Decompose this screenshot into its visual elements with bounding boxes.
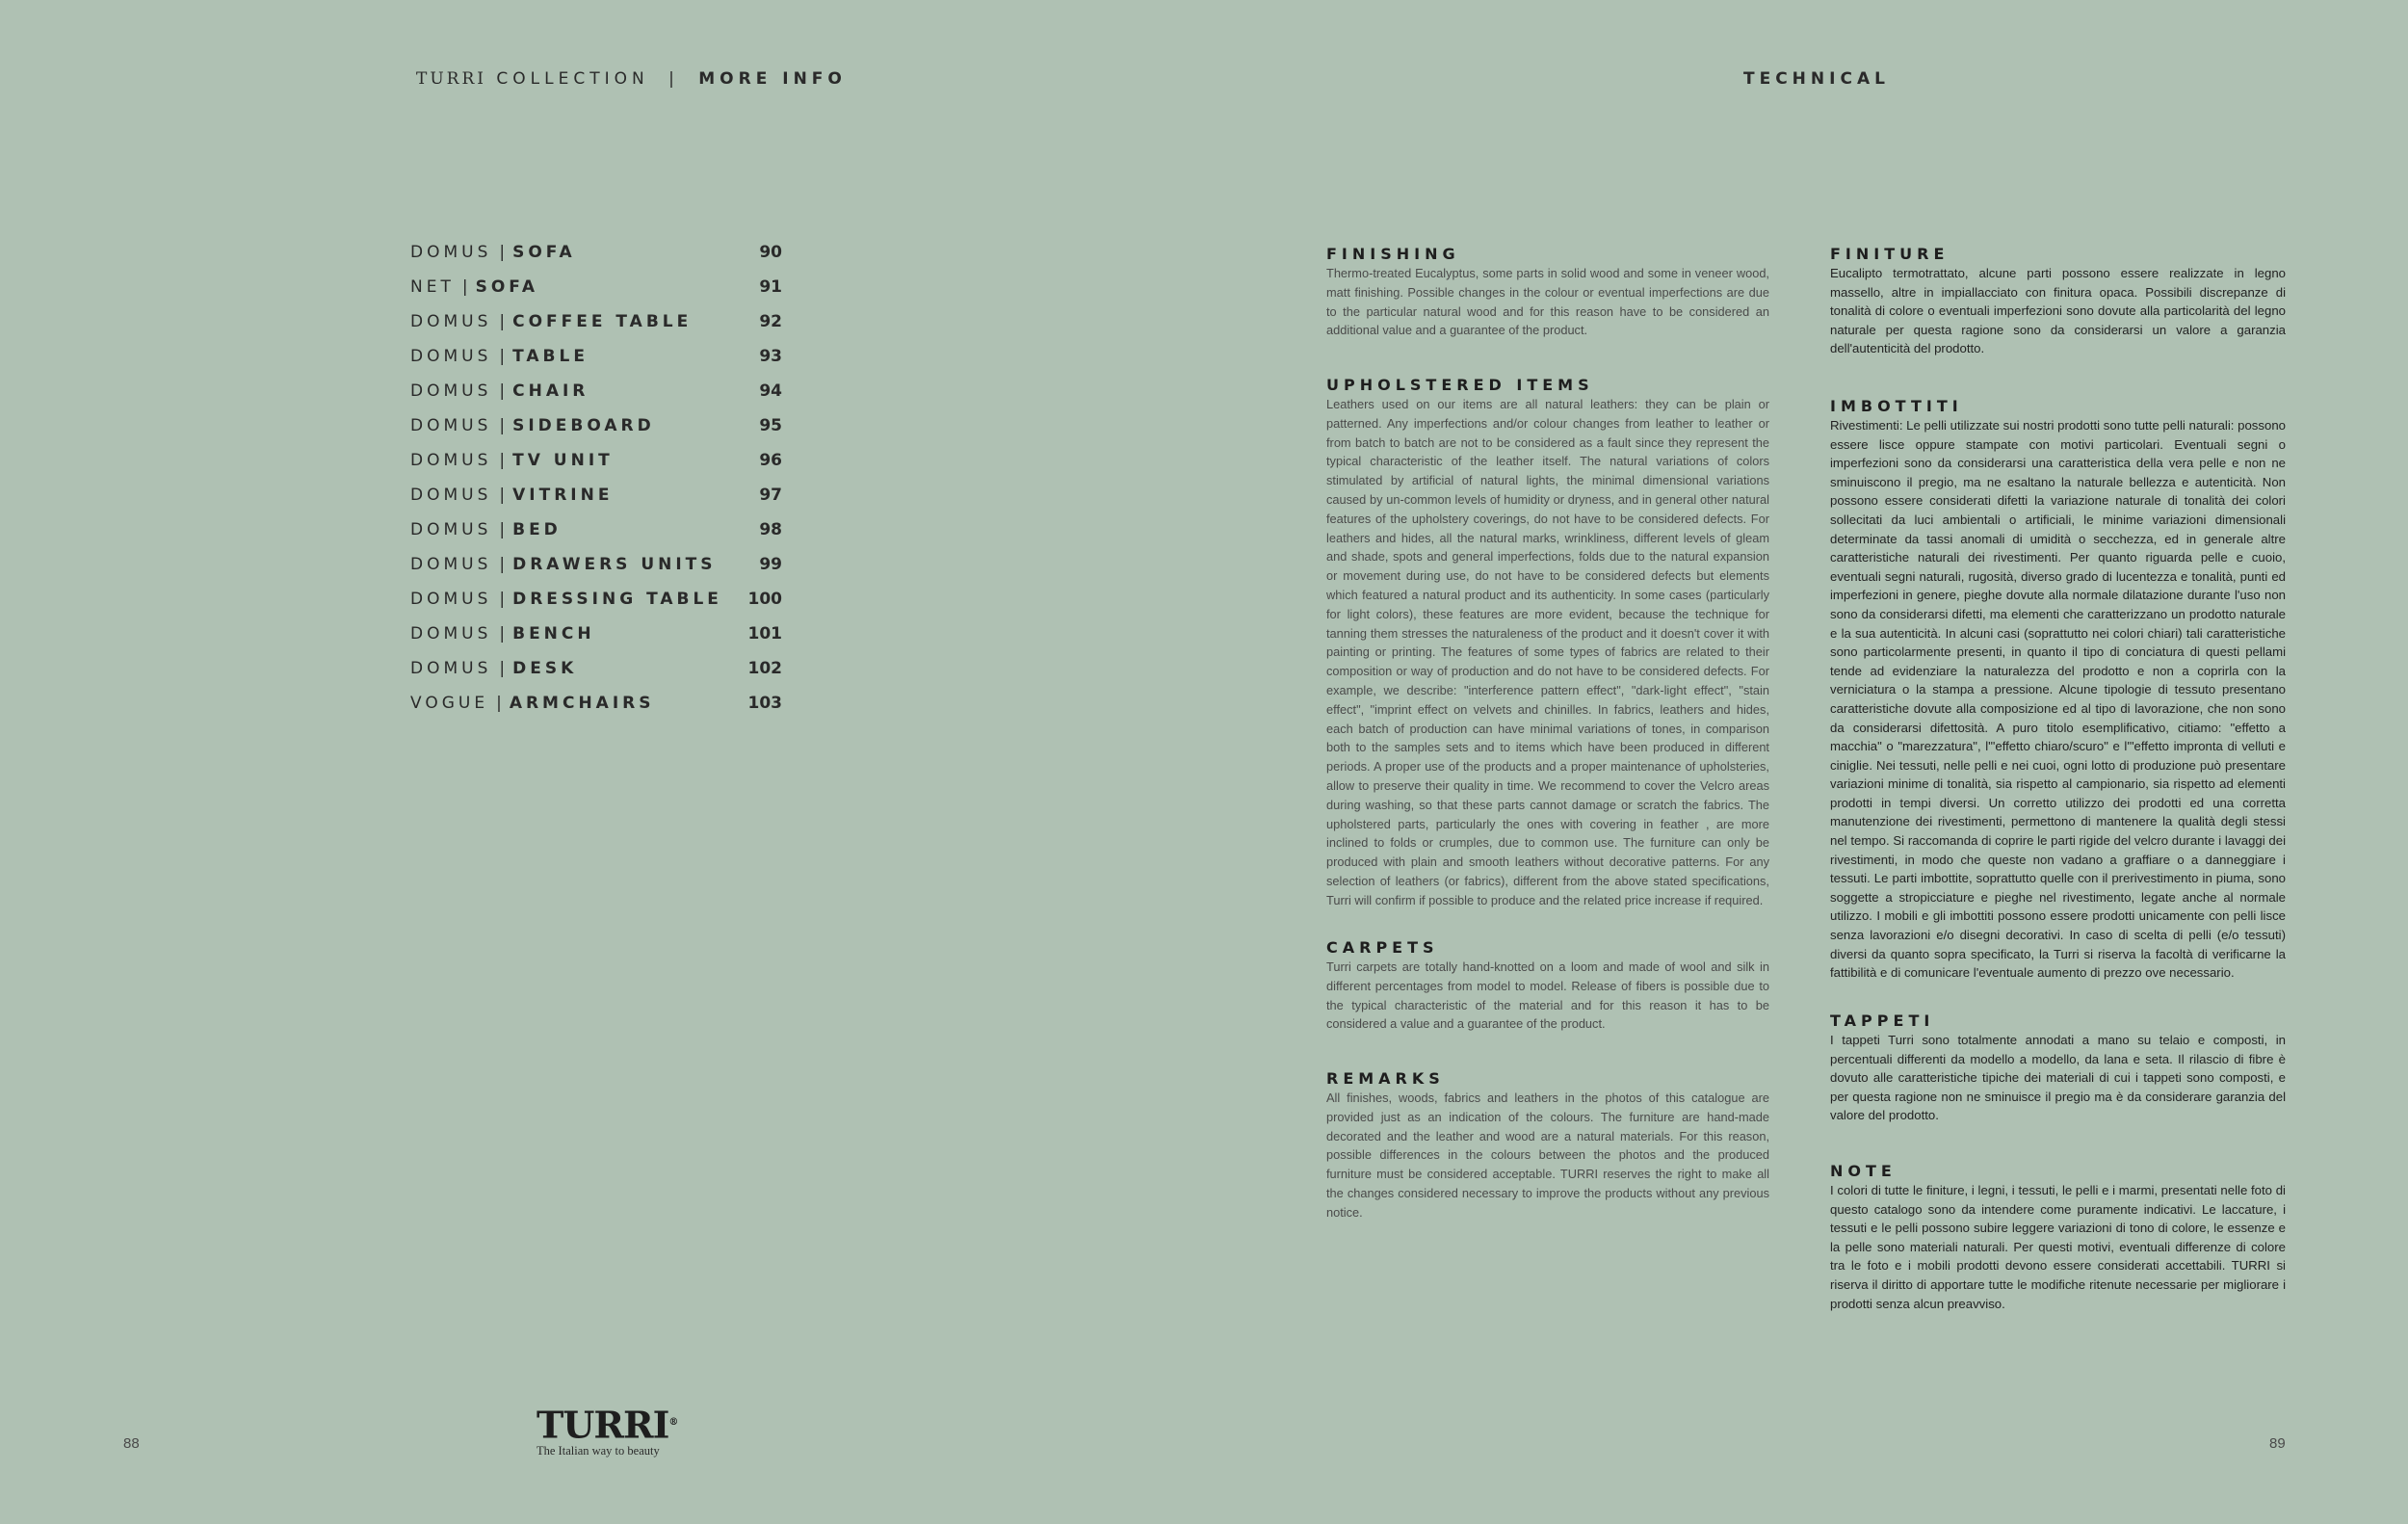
index-page: 91: [759, 277, 782, 297]
header-technical: TECHNICAL: [1743, 69, 1890, 89]
index-item: BED: [512, 520, 562, 539]
page-number-right: 89: [2269, 1435, 2286, 1452]
index-row[interactable]: VOGUE | ARMCHAIRS 103: [410, 694, 782, 713]
index-row[interactable]: NET | SOFA 91: [410, 277, 782, 297]
section-body: Eucalipto termotrattato, alcune parti possono essere realizzate in legno massello, altre in impiallacciato con finitura opaca. Possibili discrepanze di tonalità di colore o eventuali imperfezioni sono dovute alla particolarità del legno naturale per questa ragione sono da considerarsi un valore a garanzia dell'autenticità del prodotto.: [1830, 266, 2286, 356]
index-row[interactable]: DOMUS | COFFEE TABLE 92: [410, 312, 782, 331]
index-item: TABLE: [512, 347, 589, 366]
index-row[interactable]: DOMUS | SIDEBOARD 95: [410, 416, 782, 435]
index-row[interactable]: DOMUS | BENCH 101: [410, 624, 782, 644]
index-collection: NET: [410, 277, 455, 297]
index-row[interactable]: DOMUS | VITRINE 97: [410, 486, 782, 505]
index-collection: DOMUS: [410, 624, 492, 644]
index-collection: DOMUS: [410, 590, 492, 609]
index-row[interactable]: DOMUS | TABLE 93: [410, 347, 782, 366]
index-collection: DOMUS: [410, 381, 492, 401]
index-row[interactable]: DOMUS | DRAWERS UNITS 99: [410, 555, 782, 574]
index-page: 100: [747, 590, 782, 609]
section-note: [1830, 1162, 2286, 1313]
section-imbottiti: [1830, 397, 2286, 983]
index-item: VITRINE: [512, 486, 614, 505]
index-page: 103: [747, 694, 782, 713]
index-page: 98: [759, 520, 782, 539]
index-collection: DOMUS: [410, 659, 492, 678]
index-page: 102: [747, 659, 782, 678]
index-item: TV UNIT: [512, 451, 614, 470]
section-title: REMARKS: [1326, 1069, 1445, 1088]
header-more-info: MORE INFO: [698, 69, 847, 89]
section-upholstered-items: [1326, 376, 1769, 910]
index-page: 93: [759, 347, 782, 366]
section-finiture: [1830, 245, 2286, 358]
index-collection: DOMUS: [410, 312, 492, 331]
section-tappeti: [1830, 1012, 2286, 1125]
index-collection: VOGUE: [410, 694, 489, 713]
section-body: I colori di tutte le finiture, i legni, i tessuti, le pelli e i marmi, presentati nelle foto di questo catalogo sono da intendere come puramente indicativi. Le laccature, i tessuti e le pelli possono subire leggere variazioni di tono di colore, le essenze e la pelle sono materiali naturali. Per questi motivi, eventuali differenze di colore tra le foto e i mobili prodotti devono essere considerati accettabili. TURRI si riserva il diritto di apportare tutte le modifiche ritenute necessarie per migliorare i prodotti senza alcun preavviso.: [1830, 1183, 2286, 1311]
index-page: 101: [747, 624, 782, 644]
section-body: Leathers used on our items are all natural leathers: they can be plain or patterned. Any imperfections and/or colour changes from leather to leather or from batch to batch are not to be considered as a fault since they represent the typical characteristic of the leather itself. The natural variations of colors stimulated by artificial of natural lights, the minimal dimensional variations caused by un-common levels of humidity or dryness, and in general other natural features of the upholstery coverings, do not have to be considered defects. For leathers and hides, all the natural marks, wrinkliness, different levels of gleam and shade, spots and general imperfections, folds due to the natural expansion or movement during use, do not have to be considered defects but elements which featured a natural product and its authenticity. In some cases (particularly for light colors), these features are more evident, because the technique for tanning them stresses the naturaleness of the product and it doesn't cover it with painting or printing. The features of some types of fabrics are related to their composition or way of production and do not have to be considered defects. For example, we describe: "interference pattern effect", "dark-light effect", "stain effect", "imprint effect on velvets and chinilles. In fabrics, leathers and hides, each batch of production can have minimal variations of tones, in comparison both to the samples sets and to items which have been produced in different periods. A proper use of the products and a proper maintenance of upholsteries, allow to preserve their quality in time. We recommend to cover the Velcro areas during washing, so that these parts cannot damage or scratch the fabrics. The upholstered parts, particularly the ones with covering in feather , are more inclined to folds or crumples, due to common use. The furniture can only be produced with plain and smooth leathers without decorative patterns. For any selection of leathers (or fabrics), different from the above stated specifications, Turri will confirm if possible to produce and the related price increase if required.: [1326, 397, 1769, 907]
index-collection: DOMUS: [410, 243, 492, 262]
index-item: CHAIR: [512, 381, 589, 401]
index-item: DESK: [512, 659, 578, 678]
section-title: IMBOTTITI: [1830, 397, 1963, 415]
logo-tagline: The Italian way to beauty: [537, 1443, 660, 1458]
section-title: CARPETS: [1326, 938, 1439, 957]
index-row[interactable]: DOMUS | BED 98: [410, 520, 782, 539]
index-collection: DOMUS: [410, 416, 492, 435]
index-page: 96: [759, 451, 782, 470]
index-item: COFFEE TABLE: [512, 312, 693, 331]
index-item: SOFA: [475, 277, 539, 297]
section-remarks: [1326, 1069, 1769, 1222]
index-collection: DOMUS: [410, 486, 492, 505]
index-page: 95: [759, 416, 782, 435]
index-list: [410, 243, 782, 728]
logo-wordmark: TURRI: [537, 1403, 669, 1447]
index-page: 92: [759, 312, 782, 331]
index-page: 97: [759, 486, 782, 505]
header-collection: COLLECTION: [496, 69, 649, 89]
section-body: I tappeti Turri sono totalmente annodati a mano su telaio e composti, in percentuali differenti da modello a modello, da lana e seta. Il rilascio di fibre è dovuto alle caratteristiche tipiche dei materiali di cui i tappeti sono composti, e per questa ragione non ne sminuisce il pregio ma è da considerare garanzia del valore del prodotto.: [1830, 1033, 2286, 1123]
index-row[interactable]: DOMUS | DRESSING TABLE 100: [410, 590, 782, 609]
index-collection: DOMUS: [410, 520, 492, 539]
section-title: NOTE: [1830, 1162, 1897, 1180]
index-item: ARMCHAIRS: [509, 694, 655, 713]
index-item: DRAWERS UNITS: [512, 555, 717, 574]
index-item: SIDEBOARD: [512, 416, 655, 435]
index-item: SOFA: [512, 243, 576, 262]
index-row[interactable]: DOMUS | DESK 102: [410, 659, 782, 678]
header-brand: TURRI: [416, 69, 486, 89]
index-item: BENCH: [512, 624, 595, 644]
index-item: DRESSING TABLE: [512, 590, 722, 609]
section-title: FINISHING: [1326, 245, 1460, 263]
index-collection: DOMUS: [410, 555, 492, 574]
header-left: [416, 69, 847, 89]
turri-logo: [537, 1403, 678, 1458]
index-page: 90: [759, 243, 782, 262]
section-body: Rivestimenti: Le pelli utilizzate sui nostri prodotti sono tutte pelli naturali: possono essere lisce oppure stampate con motivi particolari. Eventuali segni o imperfezioni sono da considerarsi una caratteristica della vera pelle e non ne sminuiscono il pregio, ma ne esaltano la naturale bellezza e autenticità. Non possono essere considerati difetti la variazione naturale di tonalità dei colori sollecitati da luci ambientali o artificiali, le minime variazioni dimensionali determinate da tassi anomali di umidità o secchezza, ed in generale altre caratteristiche naturali dei rivestimenti. Per quanto riguarda pelle e cuoio, eventuali segni naturali, rugosità, diverso grado di lucentezza e tonalità, punti ed imperfezioni in genere, pieghe dovute alla normale dilatazione durante l'uso non sono da considerarsi difetti, ma elementi che caratterizzano un prodotto naturale e la sua autenticità. In alcuni casi (soprattutto nei colori chiari) tali caratteristiche sono particolarmente presenti, in quanto il tipo di conciatura di questi pellami tende ad evidenziare la naturalezza del prodotto e non a coprirla con la verniciatura o la stampa a pressione. Alcune tipologie di tessuto presentano caratteristiche dovute alla composizione ed al tipo di lavorazione, che non sono da considerarsi difettosità. A puro titolo esemplificativo, citiamo: "effetto a macchia" o "marezzatura", l'"effetto chiaro/scuro" e l'"effetto impronta di velluti e ciniglie. Nei tessuti, nelle pelli e nei cuoi, ogni lotto di produzione può presentare variazioni minime di tonalità, sia rispetto al campionario, sia rispetto ad elementi prodotti in tempi diversi. Un corretto utilizzo dei prodotti ed una corretta manutenzione dei rivestimenti, permettono di mantenere la qualità degli stessi nel tempo. Si raccomanda di coprire le parti rigide del velcro durante i lavaggi dei rivestimenti, in modo che queste non vadano a graffiare o a danneggiare i tessuti. Le parti imbottite, soprattutto quelle con il prerivestimento in piuma, sono soggette a stropicciature e pieghe nel rivestimento, legate anche al normale utilizzo. I mobili e gli imbottiti possono essere prodotti unicamente con pelli lisce senza lavorazioni e/o disegni decorativi. In caso di scelta di pelli (e/o tessuti) diversi da quanto sopra specificato, la Turri si riserva la facoltà di verificarne la fattibilità e di comunicare l'eventuale aumento di prezzo ove necessario.: [1830, 418, 2286, 981]
section-title: FINITURE: [1830, 245, 1950, 263]
section-title: UPHOLSTERED ITEMS: [1326, 376, 1594, 394]
section-body: Thermo-treated Eucalyptus, some parts in solid wood and some in veneer wood, matt finishing. Possible changes in the colour or eventual imperfections are due to the particular natural wood and for this reason have to be considered an additional value and a guarantee of the product.: [1326, 266, 1769, 338]
logo-registered-mark: ®: [668, 1417, 678, 1428]
index-collection: DOMUS: [410, 347, 492, 366]
index-row[interactable]: DOMUS | CHAIR 94: [410, 381, 782, 401]
section-body: Turri carpets are totally hand-knotted on a loom and made of wool and silk in different percentages from model to model. Release of fibers is possible due to the typical characteristic of the material and for this reason it has to be considered a value and a guarantee of the product.: [1326, 959, 1769, 1032]
index-row[interactable]: DOMUS | SOFA 90: [410, 243, 782, 262]
index-row[interactable]: DOMUS | TV UNIT 96: [410, 451, 782, 470]
section-carpets: [1326, 938, 1769, 1034]
section-finishing: [1326, 245, 1769, 340]
page-number-left: 88: [123, 1435, 140, 1452]
index-page: 99: [759, 555, 782, 574]
section-title: TAPPETI: [1830, 1012, 1935, 1030]
index-collection: DOMUS: [410, 451, 492, 470]
index-page: 94: [759, 381, 782, 401]
header-separator: |: [668, 69, 679, 89]
section-body: All finishes, woods, fabrics and leathers in the photos of this catalogue are provided just as an indication of the colours. The furniture are hand-made decorated and the leather and wood are a natural materials. For this reason, possible differences in the colours between the photos and the produced furniture must be considered acceptable. TURRI reserves the right to make all the changes considered necessary to improve the products without any previous notice.: [1326, 1090, 1769, 1220]
